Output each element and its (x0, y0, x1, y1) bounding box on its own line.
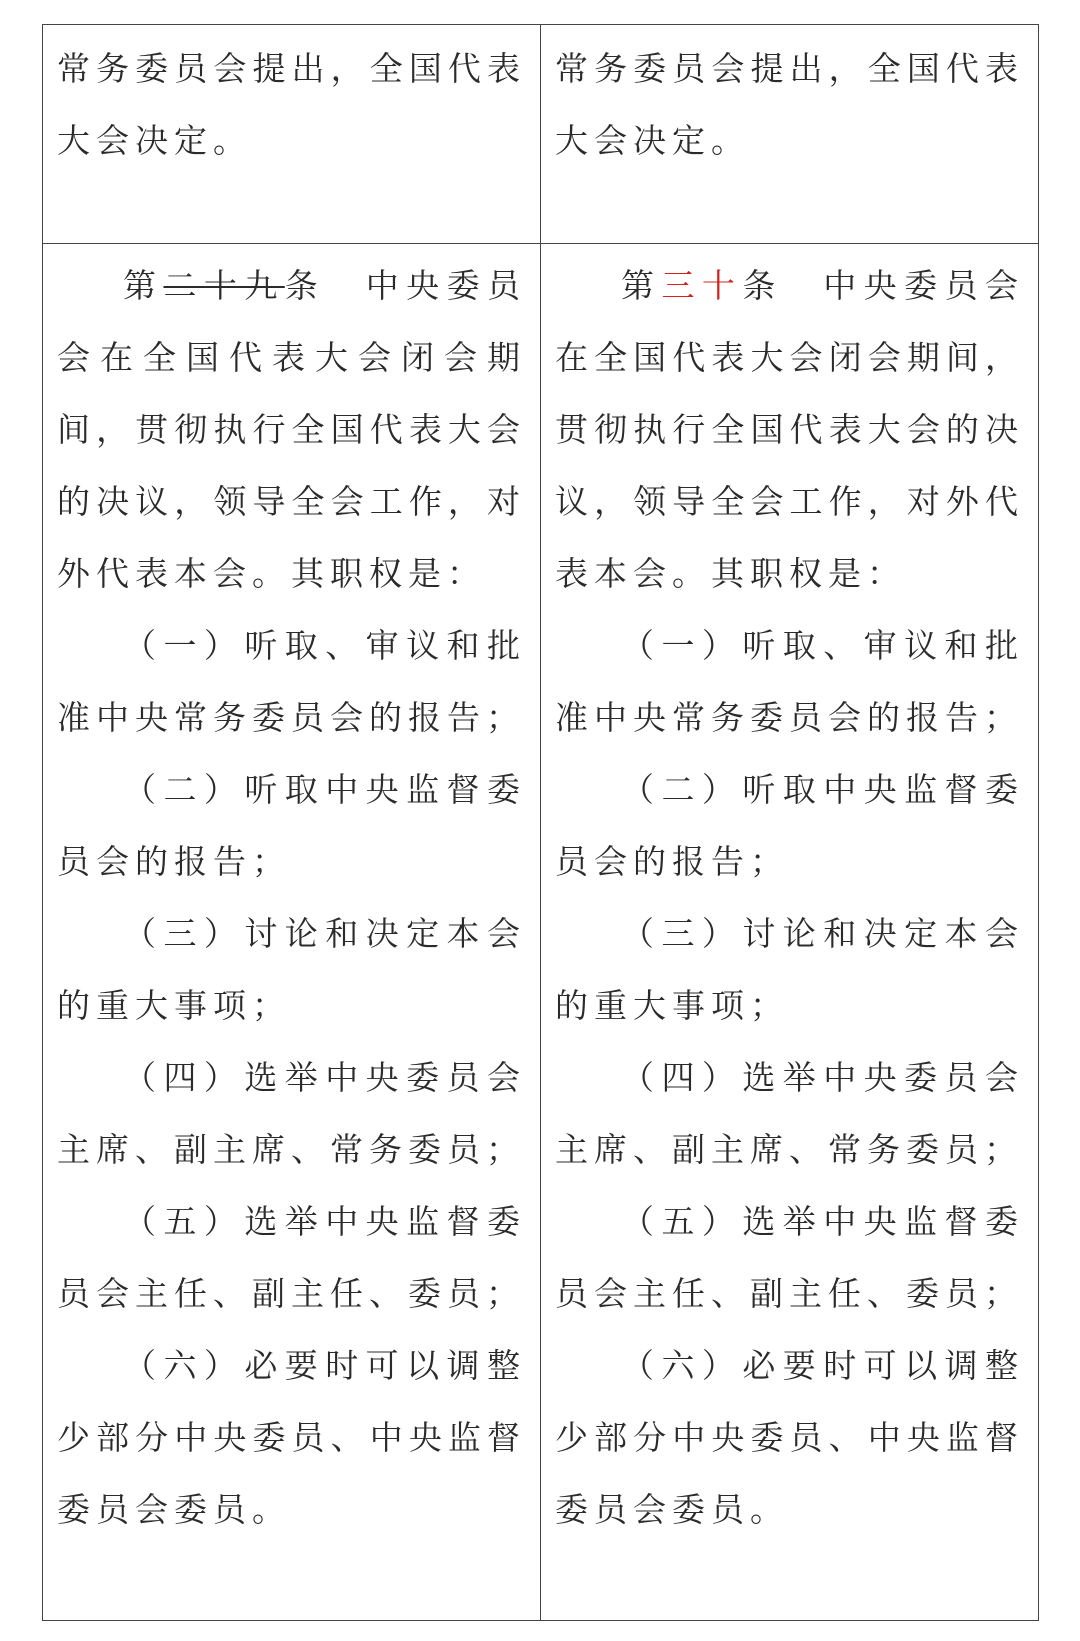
right-top-cell (541, 25, 1039, 244)
left-article-body: 中央委员会在全国代表大会闭会期间，贯彻执行全国代表大会的决议，领导全会工作，对外代表本会。其职权是： (57, 266, 527, 593)
left-article-heading (57, 250, 526, 610)
left-article-number-struck: 二十九 (163, 266, 285, 305)
left-article-prefix: 第 (123, 266, 164, 305)
right-article-body: 中央委员会在全国代表大会闭会期间，贯彻执行全国代表大会的决议，领导全会工作，对外代表本会。其职权是： (555, 266, 1025, 593)
left-item-2: （二）听取中央监督委员会的报告； (57, 770, 526, 881)
right-item-1: （一）听取、审议和批准中央常务委员会的报告； (555, 626, 1024, 737)
table-row-article (43, 244, 1039, 1621)
right-article-number-red: 三十 (661, 266, 743, 305)
table-row-previous-article-end (43, 25, 1039, 244)
right-article-heading (555, 250, 1024, 610)
right-item-5: （五）选举中央监督委员会主任、副主任、委员； (555, 1202, 1024, 1313)
right-article-suffix: 条 (742, 266, 783, 305)
right-article-prefix: 第 (621, 266, 662, 305)
left-item-5: （五）选举中央监督委员会主任、副主任、委员； (57, 1202, 526, 1313)
right-top-text: 常务委员会提出，全国代表大会决定。 (555, 49, 1024, 160)
right-article-cell (541, 244, 1039, 1621)
left-item-6: （六）必要时可以调整少部分中央委员、中央监督委员会委员。 (57, 1346, 526, 1529)
left-article-cell (43, 244, 541, 1621)
left-item-4: （四）选举中央委员会主席、副主席、常务委员； (57, 1058, 526, 1169)
left-top-text: 常务委员会提出，全国代表大会决定。 (57, 49, 526, 160)
right-item-3: （三）讨论和决定本会的重大事项； (555, 914, 1024, 1025)
left-top-cell (43, 25, 541, 244)
right-item-6: （六）必要时可以调整少部分中央委员、中央监督委员会委员。 (555, 1346, 1024, 1529)
right-item-4: （四）选举中央委员会主席、副主席、常务委员； (555, 1058, 1024, 1169)
left-item-1: （一）听取、审议和批准中央常务委员会的报告； (57, 626, 526, 737)
comparison-table (42, 24, 1039, 1621)
left-article-suffix: 条 (284, 266, 326, 305)
left-item-3: （三）讨论和决定本会的重大事项； (57, 914, 526, 1025)
right-item-2: （二）听取中央监督委员会的报告； (555, 770, 1024, 881)
